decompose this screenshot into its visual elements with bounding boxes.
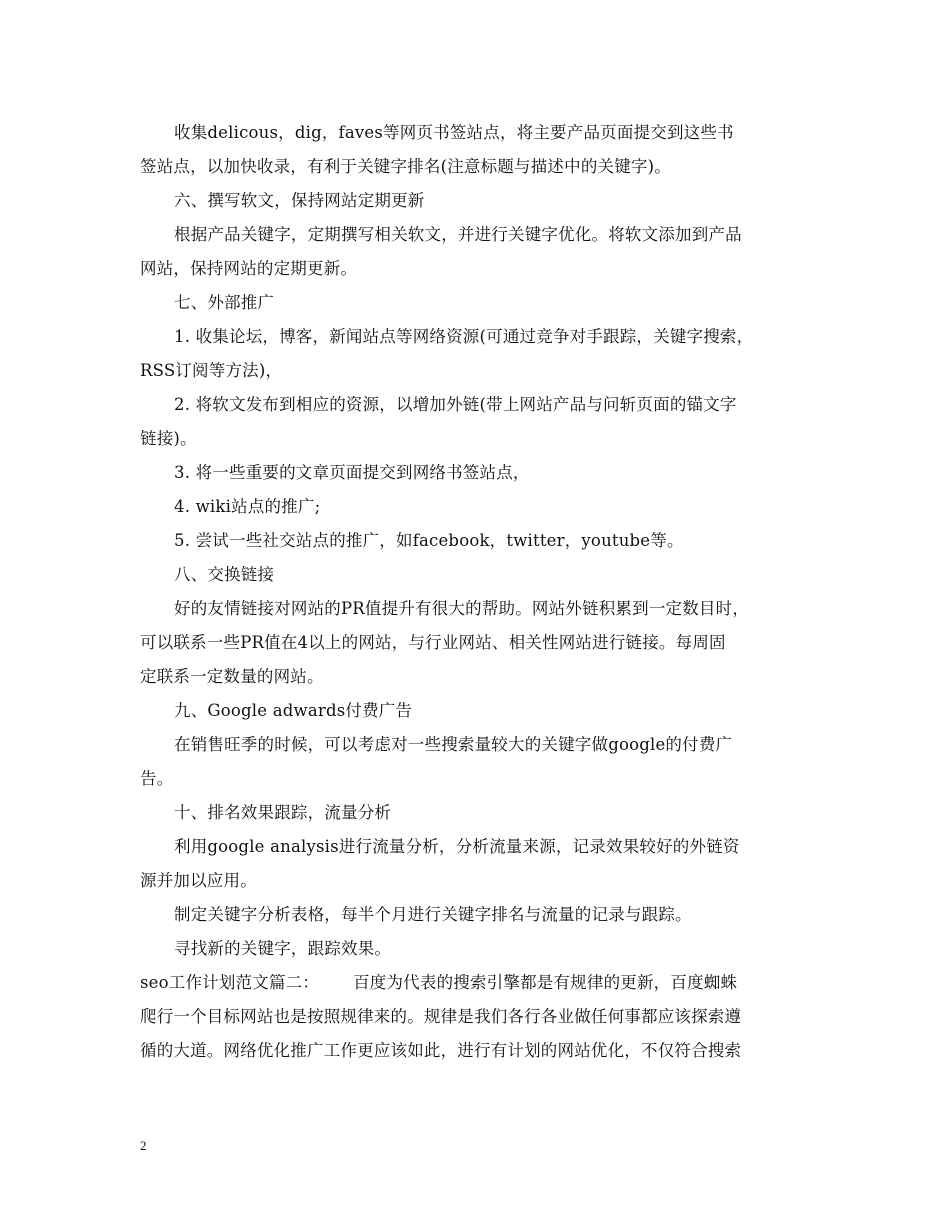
list-item-continuation: RSS订阅等方法)， [140,361,283,380]
list-item: 4. wiki站点的推广; [174,497,321,516]
paragraph-line: 根据产品关键字，定期撰写相关软文，并进行关键字优化。将软文添加到产品 [174,225,742,244]
paragraph-line: 收集delicous，dig，faves等网页书签站点，将主要产品页面提交到这些书 [174,123,734,142]
section-heading: 八、交换链接 [174,565,275,584]
list-item: 1. 收集论坛，博客，新闻站点等网络资源(可通过竞争对手跟踪，关键字搜索， [174,327,754,346]
paragraph-line: 可以联系一些PR值在4以上的网站，与行业网站、相关性网站进行链接。每周固 [140,633,726,652]
list-item-continuation: 链接)。 [140,429,197,448]
paragraph-line: 在销售旺季的时候，可以考虑对一些搜索量较大的关键字做google的付费广 [174,735,733,754]
paragraph-line: 爬行一个目标网站也是按照规律来的。规律是我们各行各业做任何事都应该探索遵 [140,1007,742,1026]
paragraph-line: 告。 [140,769,174,788]
page-number: 2 [140,1138,147,1153]
paragraph-line: 寻找新的关键字，跟踪效果。 [174,939,392,958]
paragraph-text: 百度为代表的搜索引擎都是有规律的更新，百度蜘蛛 [353,973,738,992]
paragraph-line: 循的大道。网络优化推广工作更应该如此，进行有计划的网站优化，不仅符合搜索 [140,1041,742,1060]
section-heading: 十、排名效果跟踪，流量分析 [174,803,392,822]
paragraph-line: 定联系一定数量的网站。 [140,667,324,686]
article-heading: seo工作计划范文篇二： [140,973,320,992]
paragraph-line [140,966,815,1000]
list-item: 3. 将一些重要的文章页面提交到网络书签站点， [174,463,530,482]
paragraph-line: 源并加以应用。 [140,871,257,890]
list-item: 5. 尝试一些社交站点的推广，如facebook，twitter，youtube等。 [174,531,684,550]
paragraph-line: 制定关键字分析表格，每半个月进行关键字排名与流量的记录与跟踪。 [174,905,692,924]
paragraph-line: 利用google analysis进行流量分析，分析流量来源，记录效果较好的外链资 [174,837,740,856]
section-heading: 六、撰写软文，保持网站定期更新 [174,191,425,210]
paragraph-line: 好的友情链接对网站的PR值提升有很大的帮助。网站外链积累到一定数目时， [174,599,750,618]
document-body [140,116,815,1068]
list-item: 2. 将软文发布到相应的资源，以增加外链(带上网站产品与问斩页面的锚文字 [174,395,737,414]
section-heading: 九、Google adwards付费广告 [174,701,413,720]
paragraph-line: 签站点，以加快收录，有利于关键字排名(注意标题与描述中的关键字)。 [140,157,671,176]
paragraph-line: 网站，保持网站的定期更新。 [140,259,358,278]
section-heading: 七、外部推广 [174,293,275,312]
